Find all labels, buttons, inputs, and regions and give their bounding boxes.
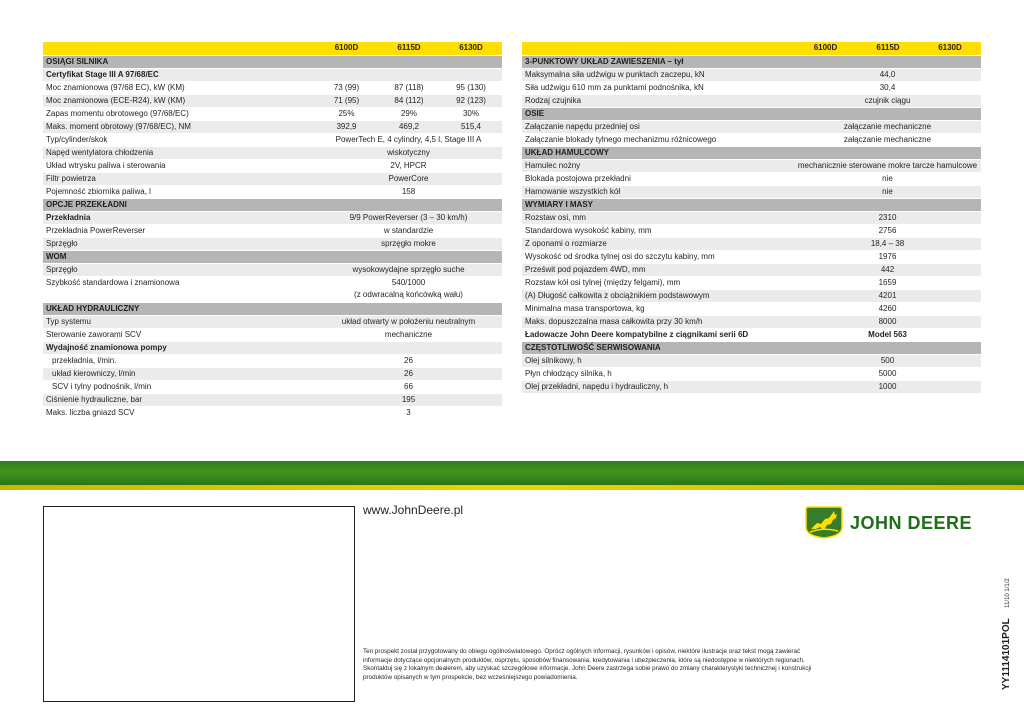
spec-value-line: układ otwarty w położeniu neutralnym — [341, 316, 476, 326]
model-header-cell: 6100D — [315, 42, 378, 55]
model-header-cell: 6130D — [919, 42, 981, 55]
spec-row — [522, 250, 981, 263]
spec-value — [794, 380, 981, 393]
spec-value: 515,4 — [440, 120, 502, 133]
spec-value: 92 (123) — [440, 94, 502, 107]
spec-label: Moc znamionowa (ECE-R24), kW (KM) — [43, 94, 315, 107]
spec-label: Moc znamionowa (97/68 EC), kW (KM) — [43, 81, 315, 94]
spec-value-line: sprzęgło mokre — [381, 238, 436, 248]
spec-row — [43, 393, 502, 406]
spec-value-line: 195 — [401, 394, 416, 404]
spec-row — [522, 224, 981, 237]
header-blank-cell — [43, 42, 315, 55]
spec-value: 84 (112) — [378, 94, 440, 107]
spec-value — [794, 237, 981, 250]
spec-row — [522, 263, 981, 276]
spec-value: 73 (99) — [315, 81, 378, 94]
spec-label: Przekładnia — [43, 211, 315, 224]
spec-value-line: PowerTech E, 4 cylindry, 4,5 l, Stage III A — [335, 134, 482, 144]
spec-label: przekładnia, l/min. — [43, 354, 315, 367]
spec-value — [794, 68, 981, 81]
spec-value — [315, 263, 502, 276]
spec-label: Typ/cylinder/skok — [43, 133, 315, 146]
spec-row — [43, 328, 502, 341]
section-header-row — [43, 250, 502, 263]
section-header-row — [43, 55, 502, 68]
spec-value-line: 3 — [406, 407, 411, 417]
spec-row — [43, 341, 502, 354]
section-header-row — [522, 341, 981, 354]
spec-row — [522, 211, 981, 224]
spec-value: 25% — [315, 107, 378, 120]
spec-label: Sprzęgło — [43, 263, 315, 276]
spec-value — [315, 211, 502, 224]
spec-row — [43, 120, 502, 133]
spec-label: Załączanie napędu przedniej osi — [522, 120, 794, 133]
spec-value: 29% — [378, 107, 440, 120]
spec-value-line: nie — [882, 186, 893, 196]
spec-label: Sterowanie zaworami SCV — [43, 328, 315, 341]
spec-label: Typ systemu — [43, 315, 315, 328]
section-title: 3-PUNKTOWY UKŁAD ZAWIESZENIA – tył — [522, 55, 981, 68]
section-title: WYMIARY I MASY — [522, 198, 981, 211]
spec-label: Wysokość od środka tylnej osi do szczytu kabiny, mm — [522, 250, 794, 263]
spec-label: Hamulec nożny — [522, 159, 794, 172]
spec-value-line: 9/9 PowerReverser (3 – 30 km/h) — [349, 212, 468, 222]
spec-value — [315, 406, 502, 419]
spec-value-line: 44,0 — [879, 69, 896, 79]
spec-row — [43, 107, 502, 120]
spec-row — [43, 237, 502, 250]
spec-value — [794, 94, 981, 107]
spec-row — [522, 367, 981, 380]
spec-label: Rozstaw kół osi tylnej (między felgami), mm — [522, 276, 794, 289]
spec-row — [522, 81, 981, 94]
spec-value-line: 1976 — [878, 251, 897, 261]
section-header-row — [522, 146, 981, 159]
model-header-row — [43, 42, 502, 55]
spec-value — [794, 289, 981, 302]
spec-row — [43, 263, 502, 276]
spec-value — [794, 172, 981, 185]
spec-row — [522, 68, 981, 81]
spec-label: układ kierowniczy, l/min — [43, 367, 315, 380]
document-code-date: 11/10 1/1/2 — [1005, 578, 1011, 608]
spec-label: Szybkość standardowa i znamionowa — [43, 276, 315, 302]
spec-row — [43, 185, 502, 198]
spec-value-line: Model 563 — [868, 329, 907, 339]
spec-value-line: 2V, HPCR — [390, 160, 427, 170]
website-link[interactable]: www.JohnDeere.pl — [363, 503, 464, 517]
spec-label: Rozstaw osi, mm — [522, 211, 794, 224]
spec-value — [794, 263, 981, 276]
spec-value-line: mechanicznie sterowane mokre tarcze hamulcowe — [797, 160, 978, 170]
spec-value — [794, 328, 981, 341]
spec-label: Standardowa wysokość kabiny, mm — [522, 224, 794, 237]
spec-row — [522, 276, 981, 289]
spec-value — [315, 159, 502, 172]
spec-label: Wydajność znamionowa pompy — [43, 341, 315, 354]
spec-value-line: czujnik ciągu — [864, 95, 911, 105]
spec-label: Przekładnia PowerReverser — [43, 224, 315, 237]
spec-value-line-2: (z odwracalną końcówką wału) — [354, 290, 463, 299]
spec-value-line: wiskotyczny — [387, 147, 430, 157]
model-header-cell: 6130D — [440, 42, 502, 55]
spec-row — [43, 380, 502, 393]
spec-value-line: 500 — [880, 355, 895, 365]
spec-row — [43, 406, 502, 419]
spec-label: Ciśnienie hydrauliczne, bar — [43, 393, 315, 406]
spec-row — [43, 133, 502, 146]
spec-value — [315, 315, 502, 328]
spec-value-line: 540/1000 — [391, 278, 426, 287]
section-header-row — [43, 198, 502, 211]
spec-value-line: 66 — [404, 381, 413, 391]
spec-row — [522, 315, 981, 328]
section-header-row — [522, 107, 981, 120]
spec-label: Napęd wentylatora chłodzenia — [43, 146, 315, 159]
spec-value — [315, 393, 502, 406]
spec-value — [794, 302, 981, 315]
spec-value — [794, 120, 981, 133]
model-header-cell: 6115D — [857, 42, 919, 55]
document-code — [996, 540, 1024, 690]
spec-value: 469,2 — [378, 120, 440, 133]
spec-label: Maks. liczba gniazd SCV — [43, 406, 315, 419]
spec-row — [43, 276, 502, 302]
yellow-footer-stripe — [0, 485, 1024, 490]
spec-value-line: 442 — [880, 264, 895, 274]
john-deere-logo — [805, 505, 983, 541]
spec-value — [315, 146, 502, 159]
model-header-cell: 6115D — [378, 42, 440, 55]
spec-value — [315, 172, 502, 185]
spec-value — [315, 133, 502, 146]
spec-label: Certyfikat Stage III A 97/68/EC — [43, 68, 315, 81]
spec-row — [43, 94, 502, 107]
spec-value-line: 26 — [404, 368, 413, 378]
spec-empty-value — [315, 341, 502, 354]
spec-value-line: załączanie mechaniczne — [843, 134, 932, 144]
spec-value — [794, 81, 981, 94]
section-header-row — [43, 302, 502, 315]
spec-row — [522, 185, 981, 198]
spec-label: Blokada postojowa przekładni — [522, 172, 794, 185]
spec-value-line: PowerCore — [388, 173, 429, 183]
spec-value: 87 (118) — [378, 81, 440, 94]
spec-value: 392,9 — [315, 120, 378, 133]
spec-value — [794, 185, 981, 198]
spec-value — [794, 367, 981, 380]
spec-label: Pojemność zbiornika paliwa, l — [43, 185, 315, 198]
spec-row — [522, 380, 981, 393]
leaping-deer-icon — [805, 505, 843, 539]
spec-label: Olej przekładni, napędu i hydrauliczny, h — [522, 380, 794, 393]
disclaimer-text: Ten prospekt został przygotowany do obiegu ogólnoświatowego. Oprócz ogólnych informacji, rysunków i opisów, niektóre ilustracje oraz tekst mogą zawierać informacje dotyczące opcjonalnych produktów, osprzętu, sposobów finansowania, kredytowania i ubezpieczenia, które są niedostępne w niektórych regionach. Skontaktuj się z lokalnym dealerem, aby uzyskać szczegółowe informacje. John Deere zastrzega sobie prawo do zmiany charakterystyki technicznej i konstrukcji produktów opisanych w tym prospekcie, bez wcześniejszego powiadomienia. — [363, 648, 812, 681]
spec-value-line: 1000 — [878, 381, 897, 391]
model-header-cell: 6100D — [794, 42, 857, 55]
dealer-address-box — [43, 506, 355, 702]
spec-value-line: mechaniczne — [384, 329, 433, 339]
spec-value-line: wysokowydajne sprzęgło suche — [352, 264, 465, 274]
spec-row — [43, 68, 502, 81]
section-header-row — [522, 198, 981, 211]
spec-row — [522, 172, 981, 185]
spec-label: Rodzaj czujnika — [522, 94, 794, 107]
spec-value-line: w standardzie — [383, 225, 434, 235]
spec-row — [522, 289, 981, 302]
spec-value — [794, 354, 981, 367]
section-title: OSIĄGI SILNIKA — [43, 55, 502, 68]
section-title: WOM — [43, 250, 502, 263]
spec-label: Załączanie blokady tylnego mechanizmu różnicowego — [522, 133, 794, 146]
spec-label: SCV i tylny podnośnik, l/min — [43, 380, 315, 393]
spec-row — [43, 172, 502, 185]
spec-value — [315, 367, 502, 380]
spec-row — [522, 237, 981, 250]
spec-label: Minimalna masa transportowa, kg — [522, 302, 794, 315]
left-spec-table — [43, 42, 502, 420]
spec-row — [43, 354, 502, 367]
spec-label: Filtr powietrza — [43, 172, 315, 185]
spec-value-line: załączanie mechaniczne — [843, 121, 932, 131]
spec-value-line: 5000 — [878, 368, 897, 378]
brand-wordmark: JOHN DEERE — [850, 513, 973, 533]
section-title: OPCJE PRZEKŁADNI — [43, 198, 502, 211]
spec-label: Maks. moment obrotowy (97/68/EC), NM — [43, 120, 315, 133]
spec-value: 30% — [440, 107, 502, 120]
spec-value-line: 1659 — [878, 277, 897, 287]
spec-value — [794, 276, 981, 289]
green-footer-band — [0, 461, 1024, 485]
spec-value-line: 4260 — [878, 303, 897, 313]
spec-value-line: 2756 — [878, 225, 897, 235]
spec-value-line: nie — [882, 173, 893, 183]
spec-label: Prześwit pod pojazdem 4WD, mm — [522, 263, 794, 276]
spec-label: Sprzęgło — [43, 237, 315, 250]
spec-row — [43, 367, 502, 380]
right-spec-table — [522, 42, 981, 394]
spec-row — [522, 120, 981, 133]
spec-row — [43, 211, 502, 224]
spec-value — [794, 159, 981, 172]
spec-label: Hamowanie wszystkich kół — [522, 185, 794, 198]
spec-value — [315, 276, 502, 302]
spec-empty-value — [315, 68, 502, 81]
spec-value-line: 8000 — [878, 316, 897, 326]
spec-value-line: 26 — [404, 355, 413, 365]
spec-label: Płyn chłodzący silnika, h — [522, 367, 794, 380]
spec-row — [522, 133, 981, 146]
spec-value: 95 (130) — [440, 81, 502, 94]
spec-label: Olej silnikowy, h — [522, 354, 794, 367]
spec-label: Układ wtrysku paliwa i sterowania — [43, 159, 315, 172]
spec-label: (A) Długość całkowita z obciążnikiem podstawowym — [522, 289, 794, 302]
spec-value — [794, 224, 981, 237]
spec-value — [315, 354, 502, 367]
section-title: UKŁAD HYDRAULICZNY — [43, 302, 502, 315]
section-title: CZĘSTOTLIWOŚĆ SERWISOWANIA — [522, 341, 981, 354]
header-blank-cell — [522, 42, 794, 55]
section-title: UKŁAD HAMULCOWY — [522, 146, 981, 159]
spec-value-line: 30,4 — [879, 82, 896, 92]
spec-row — [522, 159, 981, 172]
spec-label: Zapas momentu obrotowego (97/68/EC) — [43, 107, 315, 120]
spec-row — [43, 224, 502, 237]
spec-label: Z oponami o rozmiarze — [522, 237, 794, 250]
spec-label: Maksymalna siła udźwigu w punktach zaczepu, kN — [522, 68, 794, 81]
spec-value — [794, 250, 981, 263]
spec-row — [522, 302, 981, 315]
spec-value — [315, 380, 502, 393]
spec-value — [315, 224, 502, 237]
spec-label: Maks. dopuszczalna masa całkowita przy 30 km/h — [522, 315, 794, 328]
spec-value — [315, 185, 502, 198]
spec-row — [43, 315, 502, 328]
spec-value-line: 18,4 – 38 — [870, 238, 905, 248]
spec-value — [794, 211, 981, 224]
spec-row — [522, 328, 981, 341]
spec-value — [794, 315, 981, 328]
spec-row — [43, 146, 502, 159]
spec-label: Ładowacze John Deere kompatybilne z ciągnikami serii 6D — [522, 328, 794, 341]
spec-label: Siła udźwigu 610 mm za punktami podnośnika, kN — [522, 81, 794, 94]
spec-value — [794, 133, 981, 146]
section-title: OSIE — [522, 107, 981, 120]
document-code-number: YY1114101POL — [1001, 618, 1012, 690]
spec-value-line: 2310 — [878, 212, 897, 222]
section-header-row — [522, 55, 981, 68]
spec-value: 71 (95) — [315, 94, 378, 107]
spec-value — [315, 328, 502, 341]
spec-value-line: 4201 — [878, 290, 897, 300]
spec-value — [315, 237, 502, 250]
spec-row — [522, 94, 981, 107]
spec-row — [43, 81, 502, 94]
spec-value-line: 158 — [401, 186, 416, 196]
model-header-row — [522, 42, 981, 55]
spec-row — [522, 354, 981, 367]
spec-row — [43, 159, 502, 172]
